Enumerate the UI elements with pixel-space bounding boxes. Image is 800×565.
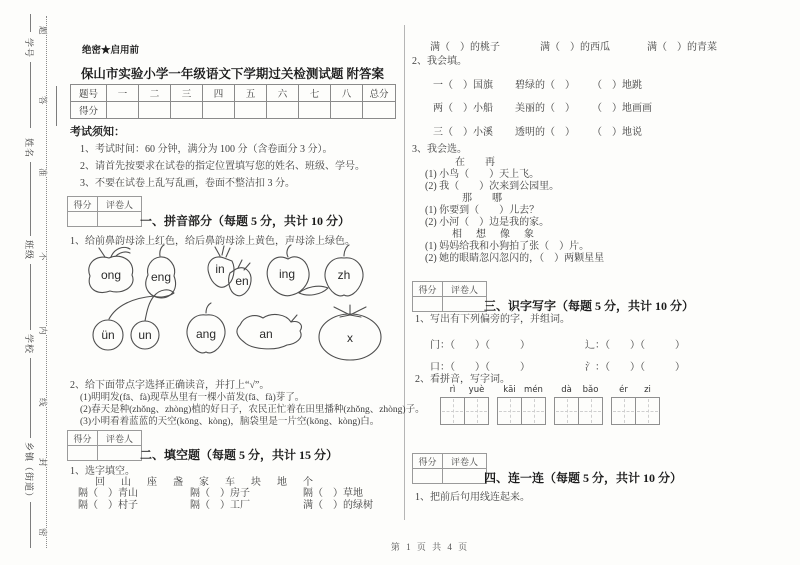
score-table-col: 四 [203, 85, 235, 102]
strawberries-shape [208, 246, 251, 296]
sidebar-line-segment [30, 62, 31, 128]
choice-item: (1) 小鸟（ ）天上飞。 [425, 169, 540, 180]
score-cell-empty [203, 102, 235, 119]
score-cell-empty [171, 102, 203, 119]
fill-phrase: （ ）地跳 [592, 80, 642, 91]
section3-q1: 1、写出有下列偏旁的字，并组词。 [415, 314, 570, 325]
page-number-footer: 第 1 页 共 4 页 [390, 542, 470, 552]
blank-phrase: 隔（ ）房子 [190, 488, 250, 499]
writing-grid-box [440, 397, 465, 425]
fill-phrase: 美丽的（ ） [515, 103, 575, 114]
sidebar-line-segment [30, 162, 31, 236]
grader-score-box [412, 281, 487, 312]
radical-blank: 门：（ ）（ ） [430, 340, 530, 351]
choice-options: 那 哪 [462, 193, 502, 204]
grader-box-empty-cell [98, 446, 142, 461]
score-summary-table [70, 84, 396, 119]
section3-title: 三、识字写字（每题 5 分，共计 10 分） [484, 299, 695, 313]
score-table-col: 一 [107, 85, 139, 102]
pinyin-label: dà [561, 385, 572, 395]
grader-box-empty-cell [413, 297, 443, 312]
score-table-col: 六 [267, 85, 299, 102]
grader-box-score-label: 得分 [68, 197, 98, 212]
choice-item: (1) 妈妈给我和小狗拍了张（ ）片。 [425, 241, 590, 252]
section3-q2: 2、看拼音，写字词。 [415, 374, 510, 385]
blank-phrase: 满（ ）的青菜 [647, 42, 717, 53]
secrecy-label: 绝密★启用前 [82, 46, 140, 56]
sidebar-line-segment [30, 264, 31, 330]
seal-line-char: 内 [35, 326, 51, 335]
section2-q2: 2、我会填。 [412, 56, 467, 67]
seal-line-char: 题 [35, 26, 51, 35]
fruit-label-zh: zh [337, 268, 351, 282]
score-table-row-label: 得分 [71, 102, 107, 119]
fill-phrase: （ ）地说 [592, 127, 642, 138]
section1-q1: 1、给前鼻韵母涂上红色，给后鼻韵母涂上黄色，声母涂上绿色。 [70, 236, 355, 247]
score-cell-empty [331, 102, 363, 119]
column-divider [404, 25, 405, 520]
writing-grid-box [554, 397, 579, 425]
fruit-label-x: x [347, 331, 353, 345]
blank-phrase: 满（ ）的绿树 [303, 500, 373, 511]
sidebar-line-segment [56, 86, 57, 126]
radical-blank: 口：（ ）（ ） [430, 362, 530, 373]
seal-line-char: 封 [35, 458, 51, 467]
score-cell-empty [267, 102, 299, 119]
seal-line-char: 不 [35, 252, 51, 261]
notice-item: 2、请首先按要求在试卷的指定位置填写您的姓名、班级、学号。 [80, 161, 365, 172]
fruit-label-en: en [235, 274, 249, 288]
score-cell-empty [363, 102, 396, 119]
grader-box-score-label: 得分 [413, 454, 443, 469]
sidebar-field-name: 姓名 [24, 138, 34, 159]
grader-box-empty-cell [443, 297, 487, 312]
pinyin-label: zi [644, 385, 651, 395]
grader-score-box [412, 453, 487, 484]
fruit-label-ong: ong [100, 268, 122, 282]
blank-phrase: 满（ ）的西瓜 [540, 42, 610, 53]
pinyin-label: rì [449, 385, 456, 395]
grader-box-grader-label: 评卷人 [98, 431, 142, 446]
seal-line-char: 线 [35, 398, 51, 407]
fruit-label-eng: eng [150, 270, 172, 284]
score-cell-empty [235, 102, 267, 119]
blank-phrase: 隔（ ）草地 [303, 488, 363, 499]
blank-phrase: 隔（ ）村子 [78, 500, 138, 511]
fruit-label-ang: ang [195, 327, 217, 341]
banana-shape [237, 315, 301, 349]
section2-q3: 3、我会选。 [412, 144, 467, 155]
section1-title: 一、拼音部分（每题 5 分，共计 10 分） [140, 214, 351, 228]
sidebar-line-segment [30, 358, 31, 438]
score-table-col: 八 [331, 85, 363, 102]
grader-box-empty-cell [443, 469, 487, 484]
fruit-label-un-umlaut: ün [101, 328, 115, 342]
sidebar-field-township: 乡镇（街道） [24, 442, 34, 503]
sidebar-field-class: 班级 [24, 240, 34, 261]
section2-q1-choices: 回 山 座 盏 家 车 块 地 个 [95, 477, 316, 488]
section1-q2-item: (2)春天是种(zhǒng、zhòng)植的好日子，农民正忙着在田里播种(zhǒng、zhòng)子。 [80, 405, 425, 415]
score-cell-empty [299, 102, 331, 119]
grader-box-grader-label: 评卷人 [443, 282, 487, 297]
sidebar-line-segment [30, 14, 31, 32]
score-table-col: 三 [171, 85, 203, 102]
pinyin-label: kāi [503, 385, 516, 395]
page-title: 保山市实验小学一年级语文下学期过关检测试题 附答案 [80, 67, 385, 81]
seal-line-char: 答 [35, 96, 51, 105]
writing-grid-box [464, 397, 489, 425]
notice-title: 考试须知： [70, 126, 125, 138]
choice-options: 相 想 像 象 [452, 229, 536, 240]
writing-grid-box [578, 397, 603, 425]
fill-phrase: 碧绿的（ ） [515, 80, 575, 91]
grader-box-grader-label: 评卷人 [98, 197, 142, 212]
grader-box-empty-cell [98, 212, 142, 227]
fruit-label-an: an [259, 327, 273, 341]
notice-item: 3、不要在试卷上乱写乱画，卷面不整洁扣 3 分。 [80, 178, 295, 189]
fruit-label-un: un [138, 328, 152, 342]
fill-phrase: （ ）地画画 [592, 103, 652, 114]
grader-box-empty-cell [413, 469, 443, 484]
score-table-score-row [71, 102, 396, 119]
cherries-shape [93, 290, 174, 350]
score-table-col: 五 [235, 85, 267, 102]
choice-item: (2) 我（ ）次来到公园里。 [425, 181, 560, 192]
fill-phrase: 三（ ）小溪 [433, 127, 493, 138]
tomato-shape [319, 305, 381, 360]
writing-grid-box [521, 397, 546, 425]
grader-box-grader-label: 评卷人 [443, 454, 487, 469]
writing-grid-box [497, 397, 522, 425]
grader-box-empty-cell [68, 446, 98, 461]
fill-phrase: 一（ ）国旗 [433, 80, 493, 91]
section1-q2-item: (1)明明发(fā、fà)现草丛里有一棵小苗发(fā、fà)芽了。 [80, 393, 305, 403]
radical-blank: 辶：（ ）（ ） [585, 340, 685, 351]
pinyin-label: bǎo [582, 385, 599, 395]
score-table-col: 总分 [363, 85, 396, 102]
notice-item: 1、考试时间：60 分钟，满分为 100 分（含卷面分 3 分）。 [80, 144, 333, 155]
section1-q2-item: (3)小明看着蓝蓝的天空(kōng、kòng)，脑袋里是一片空(kōng、kòng)白。 [80, 417, 380, 427]
fill-phrase: 透明的（ ） [515, 127, 575, 138]
blank-phrase: 隔（ ）青山 [78, 488, 138, 499]
fill-phrase: 两（ ）小船 [433, 103, 493, 114]
grader-box-empty-cell [68, 212, 98, 227]
pear-shape [146, 245, 176, 298]
sidebar-line-segment [30, 502, 31, 548]
section4-q1: 1、把前后句用线连起来。 [415, 492, 530, 503]
fruit-illustration-canvas [78, 243, 398, 373]
score-cell-empty [107, 102, 139, 119]
peach-shape [267, 245, 328, 296]
apple-ang-shape [187, 303, 225, 353]
pinyin-label: ér [619, 385, 628, 395]
choice-item: (1) 你要到（ ）儿去？ [425, 205, 540, 216]
writing-grid-box [635, 397, 660, 425]
pinyin-label: yuè [468, 385, 485, 395]
blank-phrase: 隔（ ）工厂 [190, 500, 250, 511]
writing-grid-box [611, 397, 636, 425]
seal-line-char: 密 [35, 528, 51, 537]
score-table-col: 二 [139, 85, 171, 102]
grader-box-score-label: 得分 [413, 282, 443, 297]
choice-item: (2) 她的眼睛忽闪忽闪的，（ ）两颗星星 [425, 253, 605, 264]
blank-phrase: 满（ ）的桃子 [430, 42, 500, 53]
fruit-label-in: in [215, 262, 225, 276]
pinyin-label: mén [524, 385, 543, 395]
section2-title: 二、填空题（每题 5 分，共计 15 分） [140, 448, 339, 462]
score-table-col: 七 [299, 85, 331, 102]
score-cell-empty [139, 102, 171, 119]
apple-zh-shape [325, 245, 363, 296]
grader-score-box [67, 430, 142, 461]
radical-blank: 氵：（ ）（ ） [585, 362, 685, 373]
pumpkin-shape [89, 247, 133, 292]
choice-options: 在 再 [455, 157, 495, 168]
section2-q1: 1、选字填空。 [70, 466, 135, 477]
section1-q2: 2、给下面带点字选择正确读音，并打上“√”。 [70, 380, 270, 391]
choice-item: (2) 小河（ ）边是我的家。 [425, 217, 550, 228]
score-table-corner: 题号 [71, 85, 107, 102]
sidebar-field-school: 学校 [24, 334, 34, 355]
score-table-header-row [71, 85, 396, 102]
grader-score-box [67, 196, 142, 227]
sidebar-field-student-number: 学号 [24, 38, 34, 59]
grader-box-score-label: 得分 [68, 431, 98, 446]
seal-line-char: 准 [35, 168, 51, 177]
section4-title: 四、连一连（每题 5 分，共计 10 分） [484, 471, 683, 485]
fruit-label-ing: ing [278, 267, 296, 281]
